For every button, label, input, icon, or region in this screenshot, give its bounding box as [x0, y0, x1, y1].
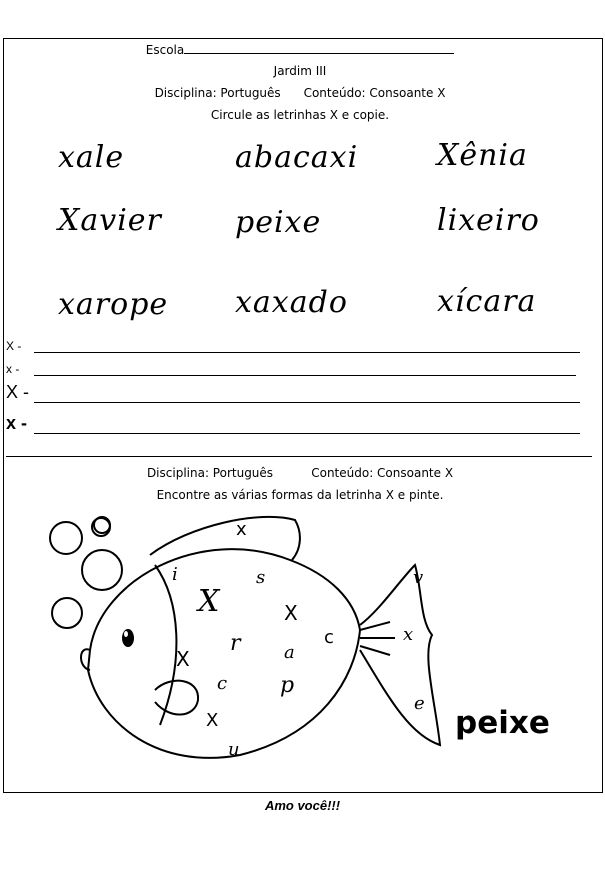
word-peixe: peixe: [235, 205, 322, 240]
word-xarope: xarope: [58, 287, 169, 322]
fin-line: [360, 622, 390, 630]
escola-blank: [184, 42, 454, 54]
fish-illustration: [40, 470, 460, 770]
copy-row-3: [6, 383, 581, 403]
fish-letter[interactable]: i: [172, 564, 178, 585]
word-xavier: Xavier: [58, 203, 162, 238]
fish-letter[interactable]: s: [256, 567, 266, 588]
word-abacaxi: abacaxi: [235, 140, 359, 175]
fish-letter[interactable]: c: [324, 627, 334, 648]
fish-letter[interactable]: u: [228, 739, 240, 760]
fish-letter[interactable]: r: [230, 631, 241, 656]
copy-row-2: [6, 356, 581, 376]
subject-line: [0, 86, 600, 100]
copy-prefix: X -: [6, 339, 22, 353]
bubble: [94, 517, 110, 533]
fish-body: [88, 549, 360, 758]
copy-row-1: [6, 333, 581, 353]
copy-line[interactable]: [34, 402, 580, 403]
fish-letter[interactable]: x: [236, 519, 247, 540]
class-label: Jardim III: [273, 64, 327, 78]
tail-fin: [360, 565, 440, 745]
fish-letter[interactable]: X: [284, 601, 298, 625]
fish-letter[interactable]: X: [206, 710, 219, 731]
fish-letter[interactable]: a: [284, 642, 295, 663]
fish-letter[interactable]: X: [198, 584, 220, 619]
disciplina-label-2: Disciplina: Português: [146, 466, 274, 480]
word-xenia: Xênia: [437, 138, 528, 173]
dorsal-fin: [150, 517, 300, 560]
fish-letter[interactable]: c: [217, 673, 228, 694]
word-xaxado: xaxado: [235, 285, 348, 320]
conteudo-label-2: Conteúdo: Consoante X: [311, 466, 454, 480]
fish-letter[interactable]: X: [176, 647, 190, 671]
instruction-circle: Circule as letrinhas X e copie.: [210, 108, 390, 122]
copy-line[interactable]: [34, 375, 576, 376]
fish-letter[interactable]: e: [414, 693, 425, 714]
fish-letter[interactable]: p: [280, 673, 295, 698]
bubble: [50, 522, 82, 554]
word-lixeiro: lixeiro: [437, 203, 540, 238]
bubble: [52, 598, 82, 628]
fish-letter[interactable]: v: [413, 567, 424, 588]
disciplina-label: Disciplina: Português: [154, 86, 281, 100]
copy-row-4: [6, 414, 581, 434]
fish-letter[interactable]: x: [403, 624, 414, 645]
fish-caption: peixe: [455, 705, 550, 741]
section-divider: [6, 456, 592, 457]
fish-eye: [122, 629, 134, 647]
bubble: [82, 550, 122, 590]
copy-prefix: x -: [6, 413, 28, 433]
word-xicara: xícara: [437, 284, 537, 319]
pectoral-fin: [155, 681, 198, 715]
escola-label: Escola: [145, 43, 185, 57]
eye-highlight: [124, 631, 128, 637]
copy-prefix: x -: [6, 362, 20, 376]
conteudo-label: Conteúdo: Consoante X: [303, 86, 446, 100]
escola-line: [0, 42, 600, 57]
footer-message: Amo você!!!: [264, 798, 341, 813]
instruction-find: Encontre as várias formas da letrinha X e pinte.: [156, 488, 444, 502]
fin-line: [360, 646, 390, 655]
word-xale: xale: [58, 140, 125, 175]
gill-line: [155, 565, 176, 725]
copy-prefix: X -: [6, 382, 30, 402]
copy-line[interactable]: [34, 352, 580, 353]
copy-line[interactable]: [34, 433, 580, 434]
